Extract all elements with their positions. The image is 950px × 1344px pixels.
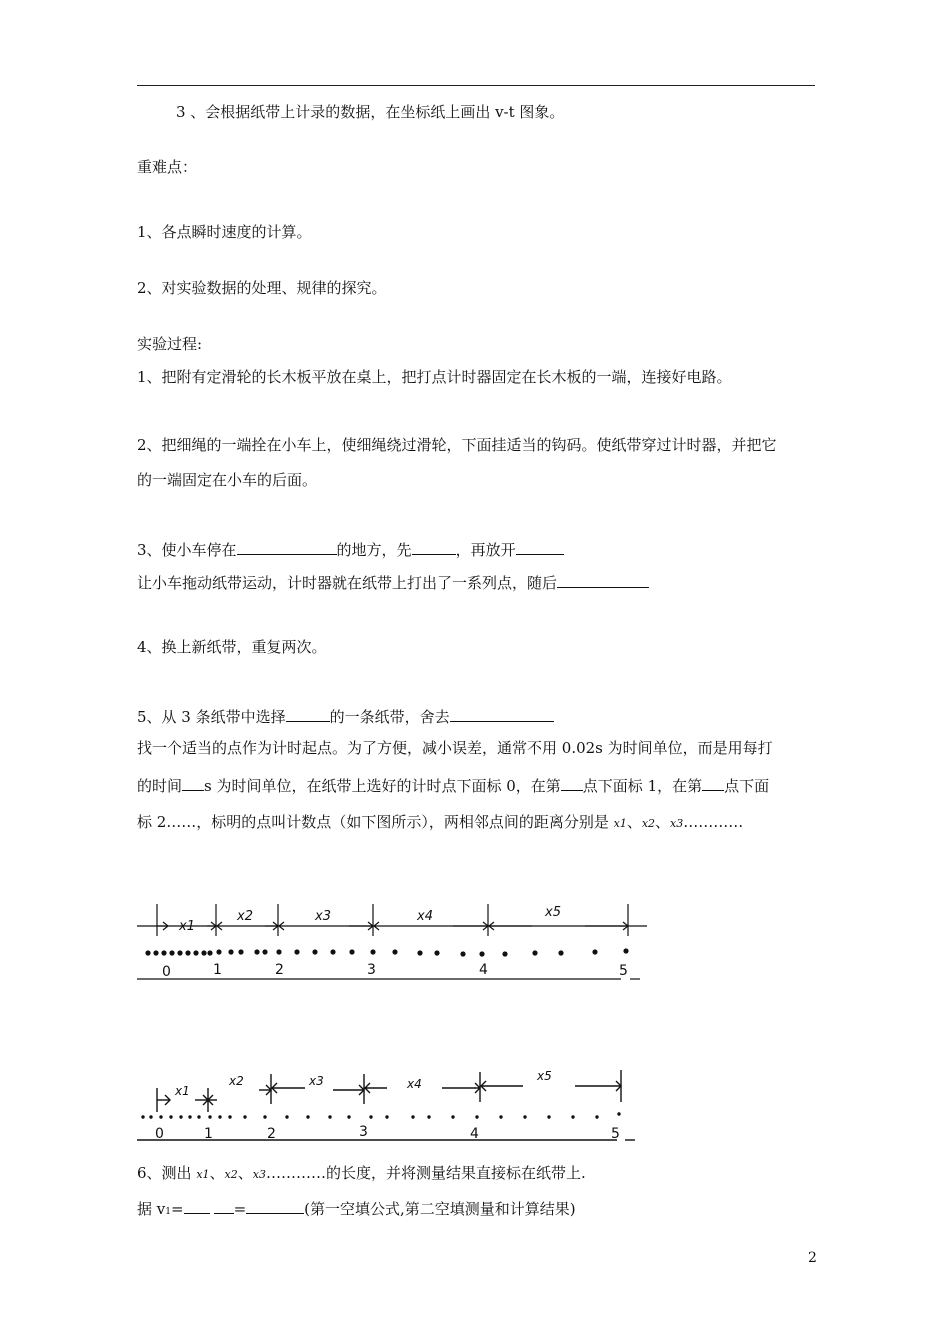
step5-blank-4[interactable]: [561, 774, 583, 791]
tape2-x1-label: x1: [175, 1084, 190, 1098]
difficulty-item-2: 2、对实验数据的处理、规律的探究。: [137, 279, 387, 297]
tape2-x5-label: x5: [537, 1069, 552, 1083]
step3-text-c: ，再放开: [455, 541, 516, 559]
tape2-number-0: 0: [155, 1126, 164, 1142]
process-step-3-line-2: [137, 571, 649, 593]
process-step-5-line-3: [137, 774, 769, 796]
step6-line-2-b: =: [170, 1200, 184, 1218]
process-step-6-line-2: [137, 1197, 576, 1222]
process-step-5-line-1: [137, 705, 554, 727]
step5-blank-2[interactable]: [450, 705, 554, 722]
difficulties-heading: 重难点：: [137, 158, 198, 176]
step6-x1-symbol: x1: [196, 1168, 210, 1181]
step5-text-b: 的一条纸带，舍去: [329, 708, 450, 726]
tape1-x3-label: x3: [315, 909, 331, 924]
step6-blank-1[interactable]: [184, 1197, 210, 1214]
tape2-x4-label: x4: [407, 1077, 422, 1091]
tape1-number-2: 2: [275, 962, 284, 978]
tape1-number-3: 3: [367, 962, 376, 978]
process-step-6-line-1: 6、测出 x1、x2、x3…………的长度，并将测量结果直接标在纸带上.: [137, 1164, 586, 1182]
process-step-5-line-4: 标 2……，标明的点叫计数点（如下图所示），两相邻点间的距离分别是 x1、x2、x3…………: [137, 813, 744, 831]
objective-3: 3 、会根据纸带上计录的数据，在坐标纸上画出 v-t 图象。: [176, 103, 565, 121]
tape2-number-5: 5: [611, 1126, 620, 1142]
step5-line-3-a: 的时间: [137, 777, 183, 795]
step6-x2-symbol: x2: [224, 1168, 238, 1181]
step3-blank-2[interactable]: [412, 538, 456, 555]
tape1-number-5: 5: [619, 963, 628, 979]
process-step-3-line-1: [137, 538, 564, 560]
step6-line-2-c: =: [233, 1200, 247, 1218]
tape1-x2-label: x2: [237, 909, 253, 924]
step6-x3-symbol: x3: [252, 1168, 266, 1181]
process-step-4: 4、换上新纸带，重复两次。: [137, 638, 327, 656]
step5-line-4-b: …………: [683, 813, 744, 831]
process-heading: 实验过程:: [137, 335, 203, 353]
step5-blank-1[interactable]: [286, 705, 330, 722]
tape1-x1-label: x1: [179, 919, 195, 934]
step6-blank-3[interactable]: [246, 1197, 304, 1214]
step6-text-b: …………的长度，并将测量结果直接标在纸带上.: [265, 1164, 586, 1182]
step6-blank-2[interactable]: [214, 1197, 234, 1214]
step6-line-2-d: (第一空填公式,第二空填测量和计算结果): [304, 1200, 576, 1218]
tape1-x5-label: x5: [545, 905, 561, 920]
step3-text-a: 3、使小车停在: [137, 541, 237, 559]
tape2-number-2: 2: [267, 1126, 276, 1142]
v1-subscript: 1: [165, 1207, 171, 1217]
step6-text-a: 6、测出: [137, 1164, 192, 1182]
tape1-number-4: 4: [479, 962, 488, 978]
step6-line-2-a: 据 v: [137, 1200, 166, 1218]
step5-line-3-d: 点下面: [724, 777, 770, 795]
step3-text-b: 的地方，先: [336, 541, 412, 559]
step5-line-4-a: 标 2……，标明的点叫计数点（如下图所示），两相邻点间的距离分别是: [137, 813, 609, 831]
process-step-2-line-1: 2、把细绳的一端拴在小车上，使细绳绕过滑轮，下面挂适当的钩码。使纸带穿过计时器，并把它: [137, 436, 777, 454]
x3-symbol: x3: [670, 817, 684, 830]
step5-blank-5[interactable]: [702, 774, 724, 791]
process-step-5-line-2: 找一个适当的点作为计时起点。为了方便，减小误差，通常不用 0.02s 为时间单位，而是用每打: [137, 739, 773, 757]
tape2-number-4: 4: [470, 1126, 479, 1142]
step3-blank-1[interactable]: [237, 538, 337, 555]
process-step-1: 1、把附有定滑轮的长木板平放在桌上，把打点计时器固定在长木板的一端，连接好电路。: [137, 368, 732, 386]
x2-symbol: x2: [641, 817, 656, 830]
difficulty-item-1: 1、各点瞬时速度的计算。: [137, 223, 312, 241]
tape2-x2-label: x2: [229, 1074, 244, 1088]
tape2-number-3: 3: [359, 1124, 368, 1140]
tape1-number-1: 1: [213, 962, 222, 978]
step5-text-a: 5、从 3 条纸带中选择: [137, 708, 286, 726]
process-step-2-line-2: 的一端固定在小车的后面。: [137, 471, 318, 489]
step5-blank-3[interactable]: [182, 774, 204, 791]
tape1-x4-label: x4: [417, 909, 433, 924]
step3-blank-4[interactable]: [557, 571, 649, 588]
tape1-number-0: 0: [162, 964, 171, 980]
ticker-tape-figure-2: [137, 1060, 647, 1152]
header-rule: [137, 85, 815, 86]
step5-line-3-c: 点下面标 1，在第: [582, 777, 703, 795]
ticker-tape-figure-1: [137, 890, 657, 990]
tape1-dots: [145, 948, 628, 956]
step3-line-2-text: 让小车拖动纸带运动，计时器就在纸带上打出了一系列点，随后: [137, 574, 558, 592]
step3-blank-3[interactable]: [516, 538, 564, 555]
step5-line-3-b: s 为时间单位，在纸带上选好的计时点下面标 0，在第: [204, 777, 561, 795]
tape2-number-1: 1: [204, 1126, 213, 1142]
x1-symbol: x1: [613, 817, 627, 830]
tape2-dots: [141, 1112, 620, 1118]
tape2-x3-label: x3: [309, 1074, 324, 1088]
page-number: 2: [808, 1250, 817, 1266]
